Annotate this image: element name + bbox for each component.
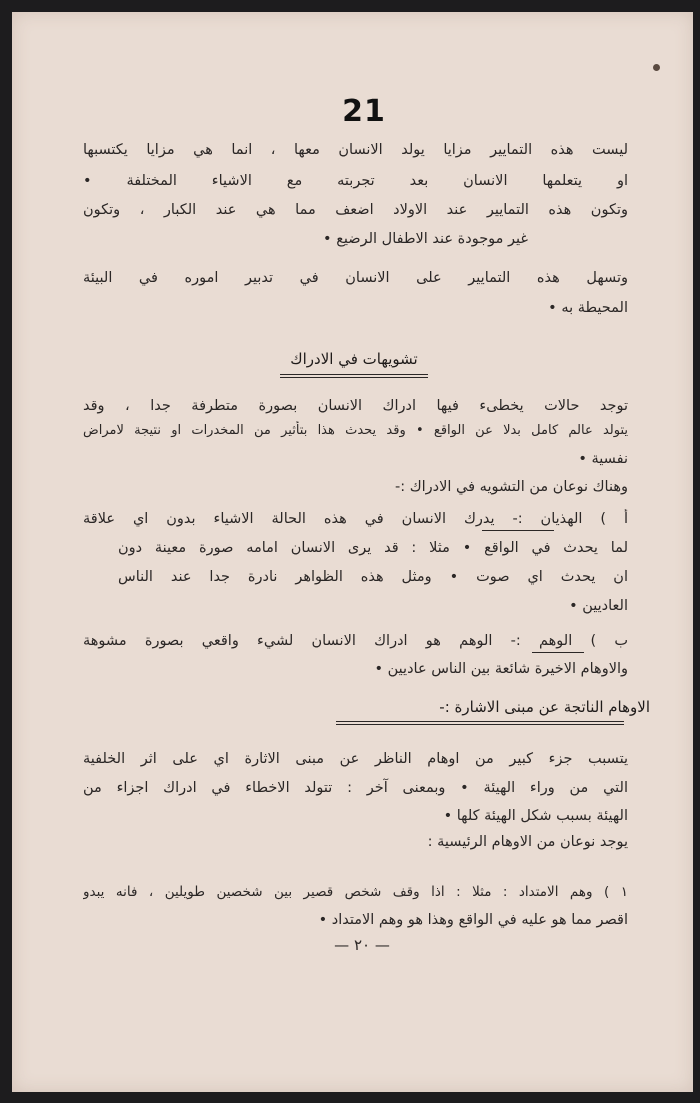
paragraph-4-line-2: التي من وراء الهيئة • وبمعنى آخر : تتولد الاخطاء في ادراك اجزاء من <box>83 780 628 796</box>
paragraph-1-line-1: ليست هذه التمايير مزايا يولد الانسان معها ، انما هي مزايا يكتسبها <box>83 142 628 158</box>
item-b-line-1: ب ) الوهم :- الوهم هو ادراك الانسان لشيء واقعي بصورة مشوهة <box>83 633 628 649</box>
item-1-line-2: اقصر مما هو عليه في الواقع وهذا هو وهم الامتداد • <box>318 912 628 928</box>
binding-hole <box>653 64 660 71</box>
paragraph-2-line-2: المحيطة به • <box>548 300 628 316</box>
item-1-line-1: ١ ) وهم الامتداد : مثلا : اذا وقف شخص قصير بين شخصين طويلين ، فانه يبدو <box>83 884 628 900</box>
item-a-term-underline <box>482 530 554 531</box>
paragraph-4-line-3: الهيئة بسبب شكل الهيئة كلها • <box>443 808 628 824</box>
paragraph-1-line-2: او يتعلمها الانسان بعد تجربته مع الاشياء المختلفة • <box>83 173 628 189</box>
heading-2-underline <box>336 721 624 722</box>
paragraph-1-line-3: وتكون هذه التمايير عند الاولاد اضعف مما هي عند الكبار ، وتكون <box>83 202 628 218</box>
paragraph-4-line-1: يتسبب جزء كبير من اوهام الناظر عن مبنى الاثارة اي على اثر الخلفية <box>83 751 628 767</box>
paragraph-2-line-1: وتسهل هذه التمايير على الانسان في تدبير اموره في البيئة <box>83 270 628 286</box>
item-b-term-underline <box>532 652 584 653</box>
item-a-line-3: ان يحدث اي صوت • ومثل هذه الظواهر نادرة جدا عند الناس <box>118 569 628 585</box>
item-a-line-1: أ ) الهذيان :- يدرك الانسان في هذه الحالة الاشياء بدون اي علاقة <box>83 511 628 527</box>
paragraph-4-line-4: يوجد نوعان من الاوهام الرئيسية : <box>427 834 628 850</box>
paragraph-3-line-2: يتولد عالم كامل بدلا عن الواقع • وقد يحدث هذا بتأثير من المخدرات او نتيجة لامراض <box>83 423 628 438</box>
item-a-line-2: لما يحدث في الواقع • مثلا : قد يرى الانسان امامه صورة معينة دون <box>118 540 628 556</box>
section-heading-illusions: الاوهام الناتجة عن مبنى الاشارة :- <box>439 698 650 716</box>
paragraph-3-line-4: وهناك نوعان من التشويه في الادراك :- <box>394 479 628 495</box>
paragraph-3-line-1: توجد حالات يخطىء فيها ادراك الانسان بصورة متطرفة جدا ، وقد <box>83 398 628 414</box>
section-heading-distortions: تشويهات في الادراك <box>290 350 418 368</box>
paragraph-3-line-3: نفسية • <box>578 451 628 467</box>
heading-underline <box>280 374 428 375</box>
page-number: 21 <box>342 94 386 129</box>
item-b-line-2: والاوهام الاخيرة شائعة بين الناس عاديين • <box>374 661 628 677</box>
page-footer-number: — ٢٠ — <box>334 936 390 954</box>
item-a-line-4: العاديين • <box>569 598 628 614</box>
paragraph-1-line-4: غير موجودة عند الاطفال الرضيع • <box>323 231 528 247</box>
document-page <box>12 12 693 1092</box>
